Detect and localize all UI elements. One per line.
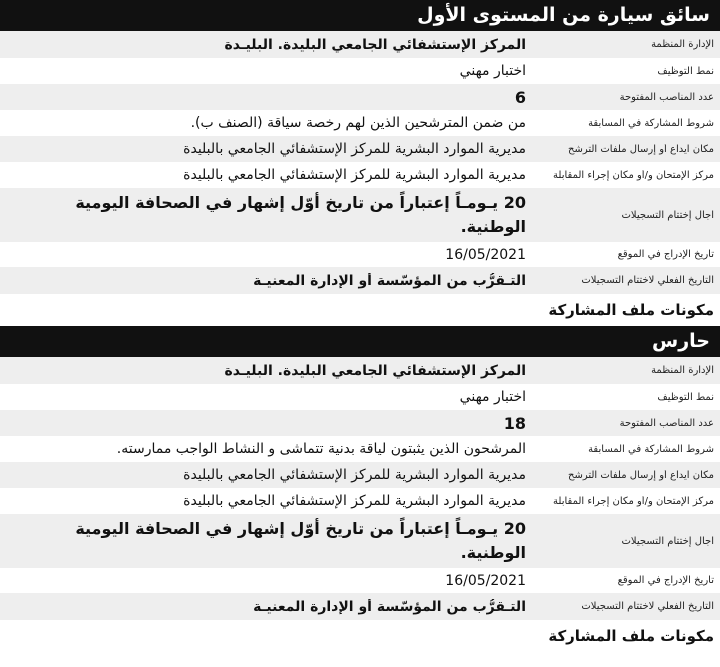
field-label: نمط التوظيف: [657, 65, 714, 77]
open-positions-value: 6: [514, 87, 526, 107]
job-title: حارس: [0, 326, 720, 357]
posting-date-row: [0, 568, 720, 593]
organizer-value: المركز الإستشفائي الجامعي البليدة. البليـدة: [224, 362, 526, 379]
field-label: شروط المشاركة في المسابقة: [588, 443, 714, 455]
submission-place-row: [0, 462, 720, 488]
recruitment-mode-value: اختبار مهني: [459, 389, 526, 405]
actual-closing-row: [0, 267, 720, 294]
organizer-value: المركز الإستشفائي الجامعي البليدة. البليـدة: [224, 36, 526, 53]
recruitment-mode-row: [0, 58, 720, 84]
submission-place-row: [0, 136, 720, 162]
open-positions-row: [0, 84, 720, 110]
field-label: التاريخ الفعلي لاختتام التسجيلات: [581, 601, 714, 612]
conditions-value: من ضمن المترشحين الذين لهم رخصة سياقة (الصنف ب).: [190, 115, 526, 131]
open-positions-value: 18: [503, 413, 526, 433]
field-label: مركز الإمتحان و/أو مكان إجراء المقابلة: [553, 169, 714, 181]
conditions-row: [0, 110, 720, 136]
deadline-row: [0, 188, 720, 242]
actual-closing-row: [0, 593, 720, 620]
open-positions-row: [0, 410, 720, 436]
field-label: الإدارة المنظمة: [651, 365, 714, 376]
field-label: الإدارة المنظمة: [651, 39, 714, 50]
field-label: آجال إختتام التسجيلات: [621, 535, 714, 547]
conditions-value: المرشحون الذين يثبتون لياقة بدنية تتماشى و النشاط الواجب ممارسته.: [116, 441, 526, 457]
posting-date-value: 16/05/2021: [445, 572, 526, 589]
application-file-heading: مكونات ملف المشاركة: [548, 301, 714, 319]
field-label: آجال إختتام التسجيلات: [621, 209, 714, 221]
submission-place-value: مديرية الموارد البشرية للمركز الإستشفائي الجامعي بالبليدة: [183, 141, 526, 157]
recruitment-mode-row: [0, 384, 720, 410]
field-label: عدد المناصب المفتوحة: [619, 417, 714, 429]
field-label: عدد المناصب المفتوحة: [619, 91, 714, 103]
organizer-row: [0, 31, 720, 58]
field-label: التاريخ الفعلي لاختتام التسجيلات: [581, 275, 714, 286]
actual-closing-value: التـقرُّب من المؤسّسة أو الإدارة المعنيـة: [253, 272, 526, 289]
exam-center-row: [0, 162, 720, 188]
submission-place-value: مديرية الموارد البشرية للمركز الإستشفائي الجامعي بالبليدة: [183, 467, 526, 483]
job-section: [0, 326, 720, 651]
deadline-row: [0, 514, 720, 568]
job-section: [0, 0, 720, 326]
deadline-value: 20 يـومـاً إعتباراً من تاريخ أوّل إشهار في الصحافة اليومية الوطنية.: [75, 519, 526, 562]
deadline-value: 20 يـومـاً إعتباراً من تاريخ أوّل إشهار في الصحافة اليومية الوطنية.: [75, 193, 526, 236]
actual-closing-value: التـقرُّب من المؤسّسة أو الإدارة المعنيـة: [253, 598, 526, 615]
organizer-row: [0, 357, 720, 384]
field-label: تاريخ الإدراج في الموقع: [617, 575, 714, 586]
conditions-row: [0, 436, 720, 462]
application-file-heading: مكونات ملف المشاركة: [548, 626, 714, 645]
field-label: تاريخ الإدراج في الموقع: [617, 249, 714, 260]
field-label: مكان ايداع أو إرسال ملفات الترشح: [567, 469, 714, 481]
field-label: شروط المشاركة في المسابقة: [588, 117, 714, 129]
exam-center-value: مديرية الموارد البشرية للمركز الإستشفائي الجامعي بالبليدة: [183, 167, 526, 183]
exam-center-row: [0, 488, 720, 514]
posting-date-value: 16/05/2021: [445, 246, 526, 263]
posting-date-row: [0, 242, 720, 267]
exam-center-value: مديرية الموارد البشرية للمركز الإستشفائي الجامعي بالبليدة: [183, 493, 526, 509]
field-label: مكان ايداع أو إرسال ملفات الترشح: [567, 143, 714, 155]
recruitment-mode-value: اختبار مهني: [459, 63, 526, 79]
field-label: مركز الإمتحان و/أو مكان إجراء المقابلة: [553, 495, 714, 507]
job-title: سائق سيارة من المستوى الأول: [0, 0, 720, 31]
field-label: نمط التوظيف: [657, 391, 714, 403]
